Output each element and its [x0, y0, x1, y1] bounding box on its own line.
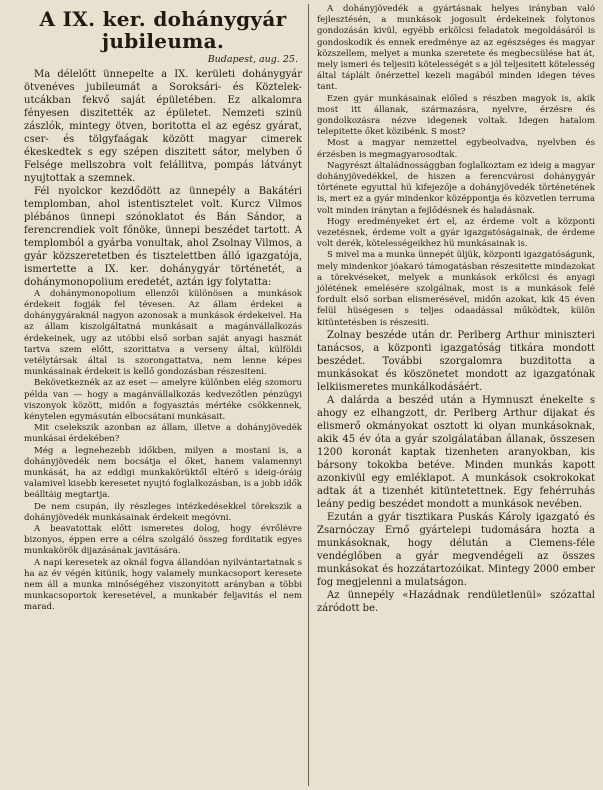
article-body-right	[317, 329, 595, 615]
paragraph: Mit cselekszik azonban az állam, illetve a dohányjövedék munkásai érdekében?	[24, 423, 302, 445]
paragraph: De nem csupán, ily részleges intézkedésekkel törekszik a dohányjövedék munkásainak érdekeit megóvni.	[24, 501, 302, 523]
paragraph: Ma délelőtt ünnepelte a IX. kerületi dohánygyár ötvenéves jubileumát a Soroksári- és Köztelek-utcákban fekvő saját épületében. Ez alkalomra fényesen diszitették az épületet. Nemzeti szinü zászlók, mintegy ötven, boritotta el az egész gyárat, cser- és tölgyfaágak között magyar cimerek ékeskedtek s egy szépen diszitett sátor, melyben ő Felsége mellszobra volt felállitva, pompás látványt nyujtottak a szemnek.	[24, 68, 302, 184]
right-column	[315, 4, 595, 786]
paragraph: A dohánymonopolium ellenzői különösen a munkások érdekeit fogják fel tévesen. Az állam érdekei a dohánygyáraknál nagyon azonosak a munkások érdekeivel. Ha az állam kiszolgáltatná munkásait a magánvállalkozás érdekeinek, ugy az utóbbi első sorban saját anyagi hasznát tartva szem előtt, szorittatva a verseny által, külföldi vetélytársak által is szorongattatva, nem lenne képes munkásainak érdekeit is kellő gondozásban részesiteni.	[24, 288, 302, 378]
paragraph: A dalárda a beszéd után a Hymnuszt énekelte s ahogy ez elhangzott, dr. Perlberg Arthur dijakat és elismerő okmányokat osztott ki olyan munkásoknak, akik 45 év óta a gyár szolgálatában állanak, összesen 1200 koronát kaptak tizenheten aranyokban, kis bársony tokokba betéve. Minden munkás kapott azonkivül egy emléklapot. A munkások csokrokokat adtak át a tizenhét kitüntetettnek. Egy fehérruhás leány pedig beszédet mondott a munkások nevében.	[317, 394, 595, 510]
paragraph: Még a legnehezebb időkben, milyen a mostani is, a dohányjövedék nem bocsátja el őket, hanem valamennyi munkását, ha az eddigi munkakörüktől eltérő s ideig-óráig valamivel kisebb keresetet nyujtó foglalkozásban, is a jobb idők beálltáig megtartja.	[24, 445, 302, 501]
paragraph: Fél nyolckor kezdődött az ünnepély a Bakátéri templomban, ahol istentisztelet volt. Kurcz Vilmos plébános ünnepi szónoklatot és Bán Sándor, a ferencrendiek volt főnöke, ünnepi beszédet tartott. A templomból a gyárba vonultak, ahol Zsolnay Vilmos, a gyár közszeretetben és tisztelettben álló igazgatója, ismertette a IX. ker. dohánygyár történetét, a dohánymonopolium eredetét, aztán igy folytatta:	[24, 185, 302, 288]
paragraph: Az ünnepély «Hazádnak rendületlenül» szózattal záródott be.	[317, 589, 595, 614]
paragraph: Bekövetkeznék az az eset — amelyre különben elég szomoru példa van — hogy a magánvállalkozás kedvezőtlen pénzügyi viszonyok között, midőn a fogyasztás mértéke csökkennek, kénytelen egymásután elbocsátani munkásait.	[24, 378, 302, 423]
left-column	[24, 4, 309, 786]
paragraph: Nagyrészt általádnossággban foglalkoztam ez ideig a magyar dohányjövedékkel, de hiszen a ferencvárosi dohánygyár története egyuttal hü kifejezője a dohányjövedék történetének is, mert ez a gyár mindenkor középpontja és közvetlen terruma volt minden iránytan a fejlődésnek és haladásnak.	[317, 160, 595, 216]
paragraph: Ezen gyár munkásainak előled s részben magyok is, akik most itt állanak, származásra, nyelvre, érzésre és gondolkozásra nézve idegenek voltak. Idegen hatalom telepitette őket közibénk. S most?	[317, 93, 595, 138]
dateline: Budapest, aug. 25.	[207, 54, 298, 65]
paragraph: Zolnay beszéde után dr. Perlberg Arthur miniszteri tanácsos, a központi igazgatóság titkára mondott beszédet. További szorgalomra buzditotta a munkásokat és köszönetet mondott az igazgatónak lelkiismeretes munkálkodásáért.	[317, 329, 595, 393]
paragraph: A napi keresetek az oknál fogva állandóan nyilvántartatnak s ha az év végén kitünik, hogy valamely munkacsoport keresete nem áll a munka minőségéhez viszonyitott arányban a többi munkacsoportok keresetével, a munkabér feljavitás el nem marad.	[24, 557, 302, 613]
paragraph: A beavatottak előtt ismeretes dolog, hogy évrőlévre bizonyos, éppen erre a célra szolgáló összeg forditatik egyes munkakörök dijazásának javitására.	[24, 524, 302, 557]
speech-quote-left	[24, 289, 302, 614]
headline-line-1: A IX. ker. dohánygyár	[39, 7, 287, 31]
paragraph: Hogy eredményeket ért el, az érdeme volt a központi vezetésnek, érdeme volt a gyár igazgatóságainak, de érdeme volt derék, kötelességeikhez hü munkásainak is.	[317, 216, 595, 250]
speech-quote-right	[317, 4, 595, 329]
paragraph: A dohányjövedék a gyártásnak helyes irányban való fejlesztésén, a munkások jogosult érdekeinek folytonos gondozásán kivül, egyébb erkölcsi feladatok megoldásáról is gondoskodik és ennek eredménye az az egészséges és magyar közszellem, melyet a munka szeretete és megbecsülése hat át, mely ismeri és teljesiti kötelességét s a jól teljesitett kötelesség által táplált önérzettel kezeli magából minden idegen téves tant.	[317, 4, 595, 93]
headline-line-2: jubileuma.	[101, 29, 225, 53]
article-intro	[24, 68, 302, 289]
paragraph: Ezután a gyár tisztikara Puskás Károly igazgató és Zsarnóczay Ernő gyártelepi tudomására hozta a munkásoknak, hogy délután a Clemens-féle vendéglőben a gyár megvendégeli az összes munkásokat és hozzátartozóikat. Mintegy 2000 ember fog megjelenni a mulatságon.	[317, 511, 595, 588]
paragraph: Most a magyar nemzettel egybeolvadva, nyelvben és érzésben is megmagyarosodtak.	[317, 138, 595, 160]
paragraph: S mivel ma a munka ünnepét üljük, központi igazgatóságunk, mely mindenkor jóakaró támogatásban részesitette mindazokat a törekvéseket, melyek a munkások erkölcsi és anyagi jólétének emelésére szolgálnak, most is a munkások felé fordult első sorban elismerésével, midőn azokat, kik 45 éven felül hüségesen s teljes odaadással működtek, külön kitüntetésben is részesiti.	[317, 250, 595, 328]
article-headline	[24, 8, 302, 52]
